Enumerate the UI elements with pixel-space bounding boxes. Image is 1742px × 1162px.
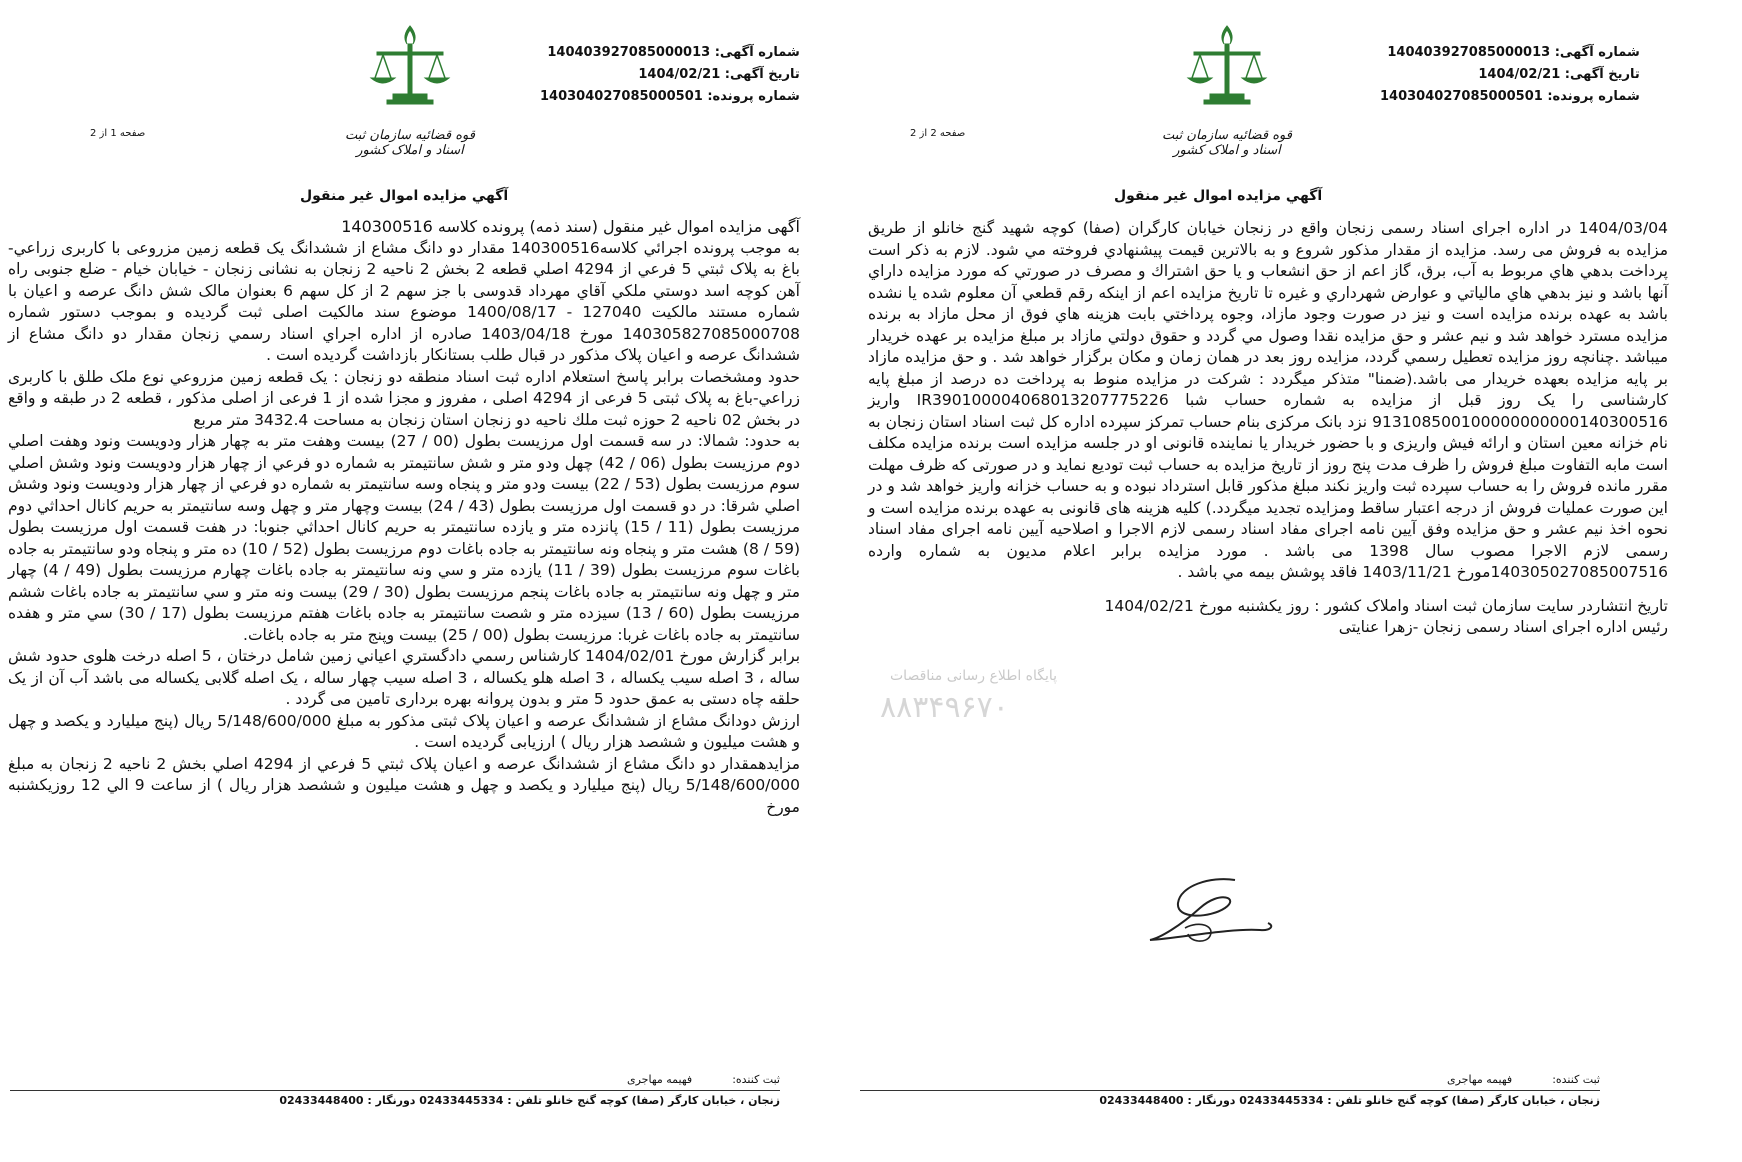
registrar-name: فهیمه مهاجری — [1446, 1073, 1513, 1086]
page-footer — [10, 1072, 780, 1109]
case-number: 140304027085000501 — [540, 89, 703, 104]
notice-page-1 — [0, 0, 860, 1162]
page-footer — [860, 1072, 1600, 1109]
page-number: صفحه 1 از 2 — [90, 128, 146, 139]
notice-body — [8, 216, 800, 818]
page-number: صفحه 2 از 2 — [910, 128, 966, 139]
judiciary-emblem-icon — [1172, 18, 1282, 128]
registrar-name: فهیمه مهاجری — [626, 1073, 693, 1086]
notice-number: 140403927085000013 — [547, 45, 711, 60]
notice-number-label: شماره آگهی: — [1554, 45, 1640, 60]
office-address: زنجان ، خیابان کارگر (صفا) کوچه گنج خانلو تلفن : 02433445334 دورنگار : 02433448400 — [1099, 1094, 1600, 1107]
notice-title: آگهي مزايده اموال غير منقول — [1114, 188, 1323, 204]
signatory: رئیس اداره اجرای اسناد رسمی زنجان -زهرا عنایتی — [1338, 618, 1668, 636]
notice-date-label: تاریخ آگهی: — [1564, 67, 1640, 82]
paragraph-auction-start: مزایدهمقدار دو دانگ مشاع از ششدانگ عرصه و اعيان پلاک ثبتي 5 فرعي از 4294 اصلي بخش 2 ناحيه 2 زنجان به مبلغ 5/148/600/000 ریال (پنج میلیارد و یکصد و چهل و هشت میلیون و ششصد هزار ریال ) از ساعت 9 الي 12 روزيكشنبه مورخ — [8, 754, 800, 816]
office-address: زنجان ، خیابان کارگر (صفا) کوچه گنج خانلو تلفن : 02433445334 دورنگار : 02433448400 — [279, 1094, 780, 1107]
notice-subtitle: آگهی مزایده اموال غیر منقول (سند ذمه) پرونده کلاسه 140300516 — [341, 217, 800, 236]
paragraph-expert-report: برابر گزارش مورخ 1404/02/01 كارشناس رسمي دادگستري اعياني زمين شامل درختان ، 5 اصله درخت هلوی حدود شش ساله ، 3 اصله سیب یکساله ، 3 اصله هلو یکساله ، 3 اصله سیب چهار ساله ، یک اصله گلابی یکساله می باشد آب آن از یک حلقه چاه دستی به عمق حدود 5 متر و بدون پروانه بهره برداری تامین می گردد . — [8, 647, 801, 708]
registrar-label: ثبت کننده: — [1552, 1073, 1600, 1086]
paragraph-boundaries: به حدود: شمالا: در سه قسمت اول مرزیست بطول (00 / 27) بیست وهفت متر به چهار هزار ودویست ونود وهفت اصلي دوم مرزيست بطول (06 / 42) چهل ودو متر و شش سانتیمتر به شماره دو فرعي از چهار هزار ودويست ونود وشش اصلي سوم مرزيست بطول (53 / 22) بيست ودو متر و پنجاه وسه سانتيمتر به شماره دو فرعي از چهار هزار ودويست ونود وشش اصلي شرقا: در دو قسمت اول مرزيست بطول (43 / 24) بيست وچهار متر و چهل وسه سانتيمتر به حريم كانال احداثي دوم مرزيست بطول (11 / 15) پانزده متر و يازده سانتيمتر به حريم كانال احداثي جنوبا: در هفت قسمت اول مرزيست بطول (59 / 8) هشت متر و پنجاه ونه سانتيمتر به جاده باغات دوم مرزيست بطول (52 / 10) ده متر و پنجاه ودو سانتيمتر به جاده باغات سوم مرزيست بطول (39 / 11) يازده متر و سي ونه سانتيمتر به جاده باغات چهارم مرزيست بطول (49 / 4) چهار متر و چهل ونه سانتيمتر به جاده باغات پنجم مرزيست بطول (30 / 29) بيست ونه متر و سي سانتيمتر به جاده باغات ششم مرزيست بطول (60 / 13) سيزده متر و شصت سانتيمتر به جاده باغات هفتم مرزيست بطول (17 / 30) سي متر و هفده سانتيمتر به جاده باغات غربا: مرزيست بطول (00 / 25) بيست وپنج متر به جاده باغات. — [8, 432, 801, 644]
paragraph-valuation: ارزش دودانگ مشاع از ششدانگ عرصه و اعیان پلاک ثبتی مذکور به مبلغ 5/148/600/000 ریال (پنج میلیارد و یکصد و چهل و هشت میلیون و ششصد هزار ریال ) ارزیابی گردیده است . — [8, 711, 800, 751]
registrar-label: ثبت کننده: — [732, 1073, 780, 1086]
paragraph-auction-terms: 1404/03/04 در اداره اجرای اسناد رسمی زنجان واقع در زنجان خیابان کارگران (صفا) کوچه شهید گنج خانلو از طریق مزایده به فروش می رسد. مزايده از مقدار مذكور شروع و به بالاترين قيمت پيشنهادي فروخته مي شود. لازم به ذكر است پرداخت بدهي هاي مربوط به آب، برق، گاز اعم از حق انشعاب و يا حق اشتراك و مصرف در صورتي كه مورد مزايده داراي آنها باشد و نيز بدهي هاي مالياتي و عوارض شهرداري و غيره تا تاريخ مزايده اعم از اينكه رقم قطعي آن معلوم شده يا نشده باشد به عهده برنده مزايده است و نيز در صورت وجود مازاد، وجوه پرداختي بابت هزينه هاي فوق از محل مازاد به برنده مزايده مسترد خواهد شد و نيم عشر و حق مزايده نقدا وصول مي گردد و حقوق دولتي مازاد بر مبلغ مزايده بر عهده خريدار ميباشد .چنانچه روز مزايده تعطيل رسمي گردد، مزايده روز بعد در همان زمان و مكان برگزار خواهد شد . و حق مزایده مازاد بر پایه مزایده بعهده خریدار می باشد.(ضمنا" متذکر میگردد : شرکت در مزایده منوط به پرداخت ده درصد از مبلغ پایه کارشناسی را یک روز قبل از مزایده به شماره حساب شبا IR390100004068013207775226 واریز 913108500100000000000140300516 نزد بانک مرکزی بنام حساب تمرکز سپرده اداره کل ثبت اسناد استان زنجان به نام خزانه معین استان و ارائه فیش واریزی و با حضور خریدار یا نماینده قانونی او در جلسه مزایده است برنده مزایده مکلف است مابه التفاوت مبلغ فروش را ظرف مدت پنج روز از تاریخ مزایده به حساب ثبت تودیع نماید و در صورتی که ظرف مهلت مقرر مانده فروش را به حساب سپرده ثبت واریز نکند مبلغ مذکور قابل استرداد نبوده و به حساب خزانه واریز خواهد شد و در این صورت عملیات فروش از درجه اعتبار ساقط ومزایده تجدید میگردد.) کلیه هزینه های قانونی به عهده برنده مزایده است و نحوه اخذ نیم عشر و حق مزایده وفق آیین نامه اجرای مفاد اسناد رسمی لازم الاجرا و اصلاحیه آیین نامه اجرای مفاد اسناد رسمی لازم الاجرا مصوب سال 1398 می باشد . مورد مزايده برابر اعلام مديون به شماره وارده 140305027085007516مورخ 1403/11/21 فاقد پوشش بيمه مي باشد . — [868, 219, 1669, 581]
notice-meta — [1380, 42, 1640, 108]
notice-number: 140403927085000013 — [1387, 45, 1551, 60]
case-number-label: شماره پرونده: — [1547, 89, 1640, 104]
watermark-phone: ۸۸۳۴۹۶۷۰ — [880, 690, 1009, 725]
paragraph-publish-date: تاریخ انتشاردر سایت سازمان ثبت اسناد واملاک کشور : روز یکشنبه مورخ 1404/02/21 — [1104, 596, 1668, 615]
notice-date-label: تاریخ آگهی: — [724, 67, 800, 82]
paragraph-property-specs: حدود ومشخصات برابر پاسخ استعلام اداره ثبت اسناد منطقه دو زنجان : یک قطعه زمین مزروعي نوع ملک طلق با کاربری زراعي-باغ به پلاک ثبتی 5 فرعی از 4294 اصلی ، مفروز و مجزا شده از 1 فرعی از اصلی مذکور ، قطعه 2 در طبقه و واقع در بخش 02 ناحیه 2 حوزه ثبت ملك ناحيه دو زنجان استان زنجان به مساحت 3432.4 متر مربع — [8, 367, 800, 429]
watermark-site: پایگاه اطلاع رسانی مناقصات — [890, 668, 1058, 684]
notice-date: 1404/02/21 — [638, 67, 721, 82]
signature-icon — [1140, 868, 1290, 958]
notice-number-label: شماره آگهی: — [714, 45, 800, 60]
notice-title: آگهي مزايده اموال غير منقول — [300, 188, 509, 204]
notice-meta — [540, 42, 800, 108]
notice-date: 1404/02/21 — [1478, 67, 1561, 82]
paragraph-seizure: به موجب پرونده اجرائي كلاسه140300516 مقدار دو دانگ مشاع از ششدانگ يک قطعه زمين مزروعی با كاربری زراعي- باغ به پلاک ثبتي 5 فرعي از 4294 اصلي قطعه 2 بخش 2 ناحيه 2 زنجان به نشانی زنجان - خيابان خيام - ضلع جنوبی راه آهن كوچه اسد دوستي ملكي آقاي مهرداد قدوسی با جز سهم 2 از كل سهم 6 بعنوان مالک شش دانگ عرصه و اعيان با شماره مستند مالكيت 127040 - 1400/08/17 موضوع سند مالكيت اصلی ثبت گرديده و بموجب دستور شماره 140305827085000708 مورخ 1403/04/18 صادره از اداره اجراي اسناد رسمي زنجان مقدار دو دانگ مشاع از ششدانگ عرصه و اعيان پلاک مذكور در قبال طلب بستانكار بازداشت گرديده است . — [8, 238, 801, 364]
judiciary-emblem-icon — [355, 18, 465, 128]
notice-body — [868, 218, 1668, 639]
case-number-label: شماره پرونده: — [707, 89, 800, 104]
notice-page-2 — [860, 0, 1720, 1162]
org-name: قوه قضائیه سازمان ثبت اسناد و املاک کشور — [1161, 128, 1292, 158]
org-name: قوه قضائیه سازمان ثبت اسناد و املاک کشور — [344, 128, 475, 158]
case-number: 140304027085000501 — [1380, 89, 1543, 104]
